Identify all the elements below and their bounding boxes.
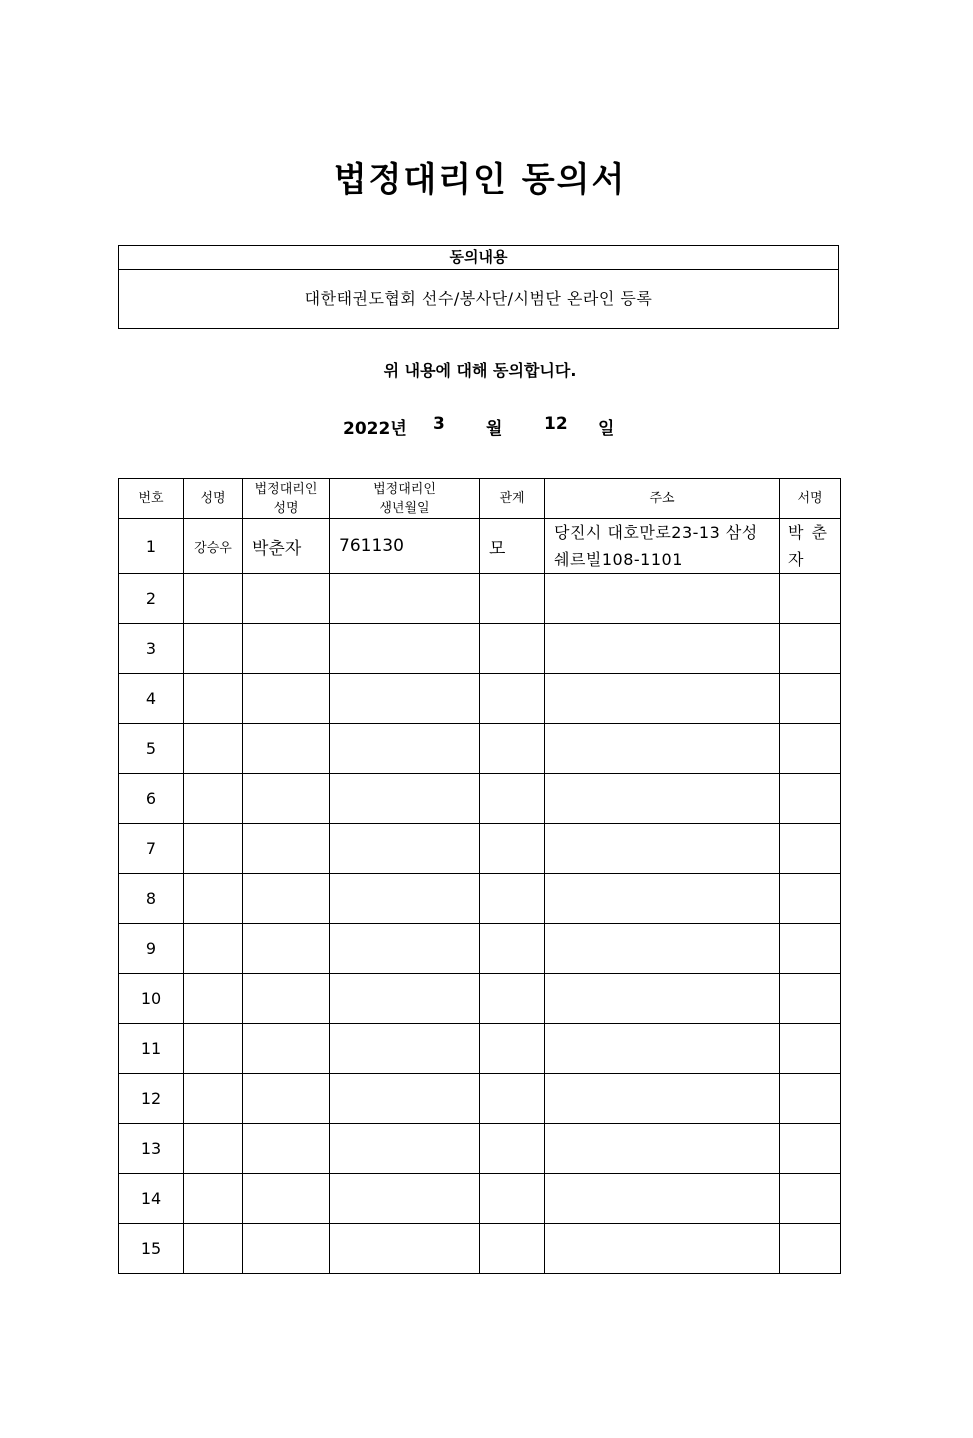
row-number: 13 — [119, 1124, 184, 1174]
table-row — [119, 1024, 841, 1074]
table-row — [119, 574, 841, 624]
row-address — [545, 974, 780, 1024]
row-number: 5 — [119, 724, 184, 774]
row-signature — [780, 1224, 841, 1274]
row-relation — [480, 924, 545, 974]
table-row — [119, 1224, 841, 1274]
row-relation — [480, 1224, 545, 1274]
date-year: 2022년 — [343, 419, 407, 439]
row-number: 10 — [119, 974, 184, 1024]
row-address — [545, 824, 780, 874]
header-guardian-name-line2: 성명 — [273, 500, 299, 516]
row-guardian-birth — [330, 1074, 480, 1124]
row-guardian-birth — [330, 924, 480, 974]
row-guardian-birth — [330, 724, 480, 774]
row-relation — [480, 824, 545, 874]
row-name — [184, 924, 243, 974]
row-signature — [780, 674, 841, 724]
table-row — [119, 1174, 841, 1224]
row-guardian-birth — [330, 824, 480, 874]
agreement-statement: 위 내용에 대해 동의합니다. — [383, 361, 577, 380]
row-guardian-name — [243, 724, 330, 774]
header-guardian-birth-line1: 법정대리인 — [373, 481, 436, 497]
row-name — [184, 674, 243, 724]
row-guardian-name — [243, 1124, 330, 1174]
row-address — [545, 1074, 780, 1124]
row-guardian-birth — [330, 774, 480, 824]
row-number: 7 — [119, 824, 184, 874]
row-number: 9 — [119, 924, 184, 974]
row-relation — [480, 574, 545, 624]
row-name — [184, 1124, 243, 1174]
header-name: 성명 — [184, 479, 243, 519]
row-signature — [780, 774, 841, 824]
row-guardian-name — [243, 774, 330, 824]
row-relation — [480, 874, 545, 924]
row-guardian-birth — [330, 1124, 480, 1174]
row-relation — [480, 1074, 545, 1124]
row-address — [545, 1174, 780, 1224]
row-guardian-name — [243, 624, 330, 674]
row-name — [184, 824, 243, 874]
row-name: 강승우 — [184, 519, 243, 574]
date-month-label: 월 — [486, 419, 503, 439]
row-guardian-birth — [330, 574, 480, 624]
row-signature — [780, 1024, 841, 1074]
table-row — [119, 724, 841, 774]
row-relation: 모 — [480, 519, 545, 574]
row-guardian-birth — [330, 874, 480, 924]
row-relation — [480, 1024, 545, 1074]
row-name — [184, 724, 243, 774]
row-relation — [480, 724, 545, 774]
row-relation — [480, 1174, 545, 1224]
table-row — [119, 624, 841, 674]
row-guardian-name: 박춘자 — [243, 519, 330, 574]
row-guardian-name — [243, 574, 330, 624]
row-name — [184, 1174, 243, 1224]
row-signature — [780, 724, 841, 774]
row-number: 8 — [119, 874, 184, 924]
row-signature — [780, 624, 841, 674]
row-address — [545, 674, 780, 724]
guardian-table — [118, 478, 841, 1274]
header-guardian-birth — [330, 479, 480, 519]
row-address — [545, 624, 780, 674]
consent-content-box — [118, 245, 839, 329]
row-signature — [780, 974, 841, 1024]
header-address: 주소 — [545, 479, 780, 519]
row-guardian-name — [243, 874, 330, 924]
table-row — [119, 1124, 841, 1174]
row-relation — [480, 774, 545, 824]
row-signature — [780, 574, 841, 624]
row-name — [184, 1224, 243, 1274]
row-number: 3 — [119, 624, 184, 674]
table-row — [119, 874, 841, 924]
row-signature — [780, 1174, 841, 1224]
row-signature — [780, 924, 841, 974]
row-address: 당진시 대호만로23-13 삼성 쉐르빌108-1101 — [545, 519, 780, 574]
row-name — [184, 574, 243, 624]
row-number: 1 — [119, 519, 184, 574]
date-day: 12 — [544, 414, 568, 434]
row-guardian-name — [243, 674, 330, 724]
row-address — [545, 574, 780, 624]
row-number: 2 — [119, 574, 184, 624]
table-row — [119, 924, 841, 974]
row-signature — [780, 1074, 841, 1124]
header-guardian-name-line1: 법정대리인 — [254, 481, 318, 497]
row-guardian-name — [243, 824, 330, 874]
row-number: 11 — [119, 1024, 184, 1074]
consent-content: 대한태권도협회 선수/봉사단/시범단 온라인 등록 — [304, 289, 653, 308]
row-relation — [480, 674, 545, 724]
header-relation: 관계 — [480, 479, 545, 519]
row-address — [545, 1024, 780, 1074]
row-guardian-name — [243, 974, 330, 1024]
row-name — [184, 624, 243, 674]
row-number: 6 — [119, 774, 184, 824]
header-guardian-birth-line2: 생년월일 — [379, 500, 430, 516]
row-guardian-name — [243, 1074, 330, 1124]
table-row — [119, 674, 841, 724]
table-row — [119, 974, 841, 1024]
row-relation — [480, 974, 545, 1024]
row-address — [545, 724, 780, 774]
row-signature — [780, 824, 841, 874]
row-address — [545, 924, 780, 974]
row-name — [184, 874, 243, 924]
date-day-label: 일 — [598, 419, 615, 439]
row-signature: 박춘자 — [780, 519, 841, 574]
table-row — [119, 519, 841, 574]
row-name — [184, 974, 243, 1024]
row-address — [545, 1224, 780, 1274]
header-guardian-name — [243, 479, 330, 519]
header-no: 번호 — [119, 479, 184, 519]
header-signature: 서명 — [780, 479, 841, 519]
row-relation — [480, 1124, 545, 1174]
row-guardian-name — [243, 1224, 330, 1274]
row-number: 12 — [119, 1074, 184, 1124]
table-row — [119, 824, 841, 874]
row-address — [545, 774, 780, 824]
row-guardian-birth — [330, 674, 480, 724]
row-guardian-birth: 761130 — [330, 519, 480, 574]
row-name — [184, 774, 243, 824]
row-guardian-name — [243, 924, 330, 974]
table-header-row — [119, 479, 841, 519]
row-guardian-birth — [330, 974, 480, 1024]
row-relation — [480, 624, 545, 674]
row-guardian-birth — [330, 1224, 480, 1274]
row-name — [184, 1074, 243, 1124]
row-guardian-birth — [330, 624, 480, 674]
row-signature — [780, 874, 841, 924]
row-number: 4 — [119, 674, 184, 724]
table-row — [119, 774, 841, 824]
row-name — [184, 1024, 243, 1074]
row-address — [545, 1124, 780, 1174]
row-guardian-birth — [330, 1174, 480, 1224]
row-guardian-birth — [330, 1024, 480, 1074]
row-signature — [780, 1124, 841, 1174]
row-address — [545, 874, 780, 924]
document-title: 법정대리인 동의서 — [333, 160, 627, 200]
consent-heading: 동의내용 — [119, 246, 838, 270]
row-guardian-name — [243, 1024, 330, 1074]
row-number: 14 — [119, 1174, 184, 1224]
date-month: 3 — [433, 414, 445, 434]
table-row — [119, 1074, 841, 1124]
row-guardian-name — [243, 1174, 330, 1224]
row-number: 15 — [119, 1224, 184, 1274]
